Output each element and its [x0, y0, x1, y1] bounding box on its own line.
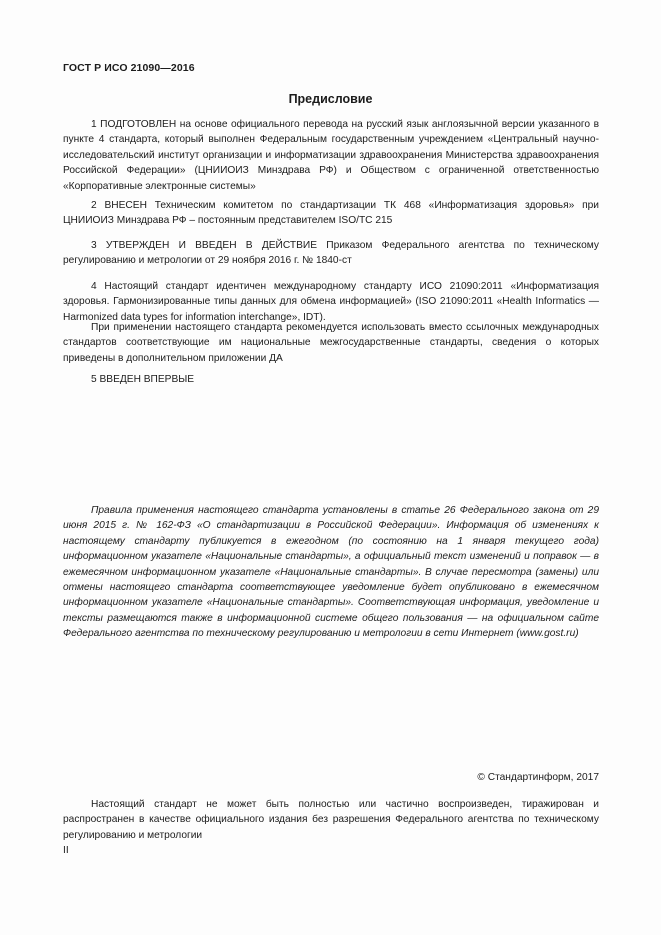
- copyright-line: © Стандартинформ, 2017: [477, 772, 599, 783]
- page-title: Предисловие: [288, 92, 373, 106]
- standard-code-header: ГОСТ Р ИСО 21090—2016: [63, 62, 195, 74]
- paragraph-reference-standards: При применении настоящего стандарта рекомендуется использовать вместо ссылочных международных стандартов соответствующие им национальные межгосударственные стандарты, сведения о которых приведены в дополнительном приложении ДА: [63, 322, 599, 364]
- page-number: II: [63, 845, 69, 856]
- paragraph-identical-standard: 4 Настоящий стандарт идентичен международному стандарту ИСО 21090:2011 «Информатизация здоровья. Гармонизированные типы данных для обмена информацией» (ISO 21090:2011 «Health Informatics — Harmonized data types for information interchange», IDT).: [63, 281, 599, 323]
- paragraph-first-introduced: 5 ВВЕДЕН ВПЕРВЫЕ: [91, 374, 195, 385]
- paragraph-submitted-by: 2 ВНЕСЕН Техническим комитетом по стандартизации ТК 468 «Информатизация здоровья» при ЦНИИОИЗ Минздрава РФ – постоянным представителем ISO/TC 215: [63, 200, 599, 227]
- paragraph-approved: 3 УТВЕРЖДЕН И ВВЕДЕН В ДЕЙСТВИЕ Приказом Федерального агентства по техническому регулированию и метрологии от 29 ноября 2016 г. № 1840-ст: [63, 240, 599, 267]
- rules-notice: Правила применения настоящего стандарта установлены в статье 26 Федерального закона от 29 июня 2015 г. № 162-ФЗ «О стандартизации в Российской Федерации». Информация об изменениях к настоящему стандарту публикуется в ежегодном (по состоянию на 1 января текущего года) информационном указателе «Национальные стандарты», а официальный текст изменений и поправок — в ежемесячном информационном указателе «Национальные стандарты». В случае пересмотра (замены) или отмены настоящего стандарта соответствующее уведомление будет опубликовано в ежемесячном информационном указателе «Национальные стандарты». Соответствующая информация, уведомление и тексты размещаются также в информационной системе общего пользования — на официальном сайте Федерального агентства по техническому регулированию и метрологии в сети Интернет (www.gost.ru): [63, 505, 599, 640]
- reproduction-notice: Настоящий стандарт не может быть полностью или частично воспроизведен, тиражирован и распространен в качестве официального издания без разрешения Федерального агентства по техническому регулированию и метрологии: [63, 799, 599, 841]
- paragraph-prepared-by: 1 ПОДГОТОВЛЕН на основе официального перевода на русский язык англоязычной версии указанного в пункте 4 стандарта, который выполнен Федеральным государственным учреждением «Центральный научно-исследовательский институт организации и информатизации здравоохранения Министерства здравоохранения Российской Федерации» (ЦНИИОИЗ Минздрава РФ) и Обществом с ограниченной ответственностью «Корпоративные электронные системы»: [63, 119, 599, 192]
